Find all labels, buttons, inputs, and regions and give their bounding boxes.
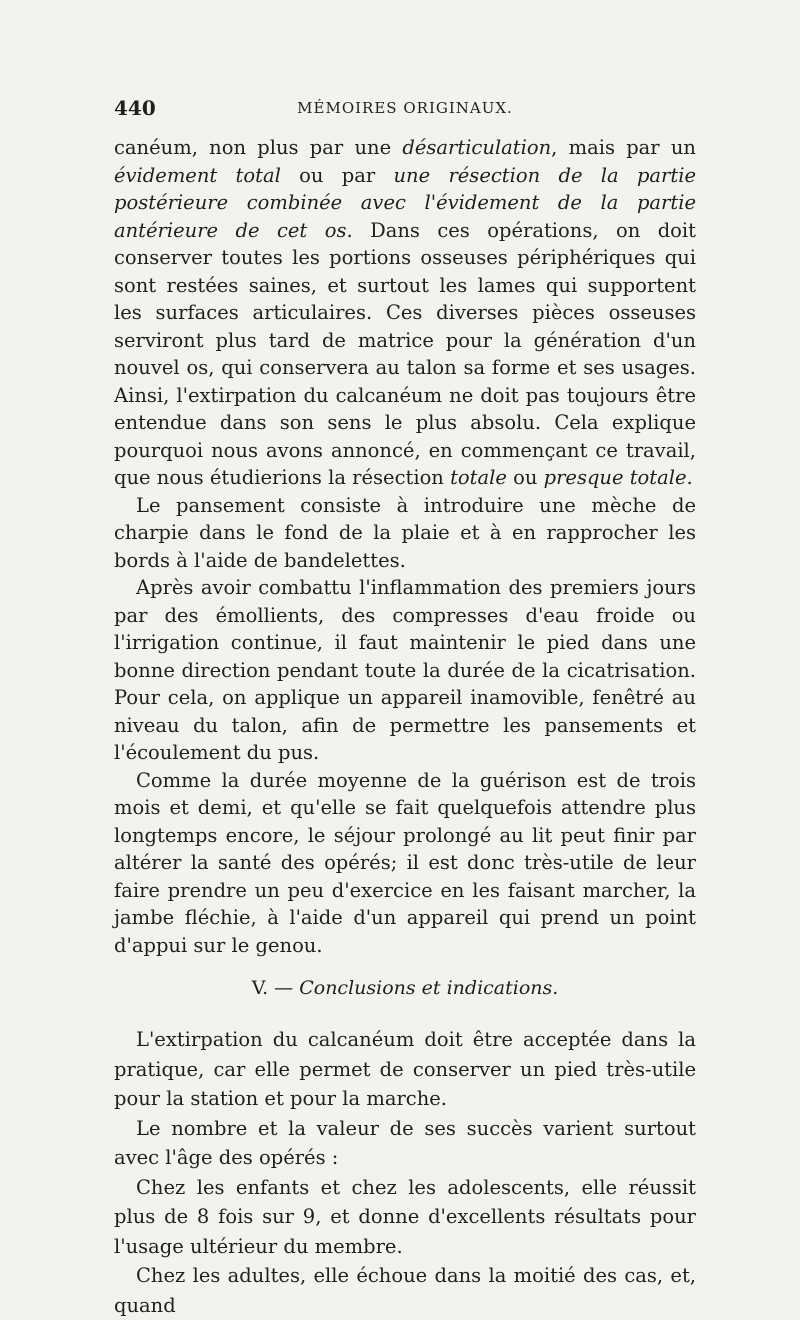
italic-run: désarticulation: [402, 136, 552, 159]
paragraph-conclusion: L'extirpation du calcanéum doit être acceptée dans la pratique, car elle permet de conserver un pied très-utile pour la station et pour la marche.: [114, 1028, 696, 1110]
paragraph-recovery: Comme la durée moyenne de la guérison est de trois mois et demi, et qu'elle se fait quelquefois attendre plus longtemps encore, le séjour prolongé au lit peut finir par altérer la santé des opérés; il est donc très-utile de leur faire prendre un peu d'exercice en les faisant marcher, la jambe fléchie, à l'aide d'un appareil qui prend un point d'appui sur le genou.: [114, 768, 696, 957]
italic-run: une résection de la partie postérieure combinée avec l'évidement de la partie antérieure de cet os.: [114, 163, 696, 242]
text-run: Dans ces opérations, on doit conserver toutes les portions osseuses périphériques qui sont restées saines, et surtout les lames qui supportent les surfaces articulaires. Ces diverses pièces osseuses serviront plus tard de matrice pour la génération d'un nouvel os, qui conservera au talon sa forme et ses usages. Ainsi, l'extirpation du calcanéum ne doit pas toujours être entendue dans son sens le plus absolu. Cela explique pourquoi nous avons annoncé, en commençant ce travail, que nous étudierions la résection: [114, 218, 696, 489]
section-title: Conclusions et indications.: [299, 977, 559, 999]
paragraph-continued: [114, 134, 696, 492]
section-heading: [114, 977, 696, 999]
running-header: [114, 96, 696, 126]
paragraph-adults: Chez les adultes, elle échoue dans la moitié des cas, et, quand: [114, 1264, 696, 1317]
italic-run: presque totale: [543, 466, 687, 489]
running-title: MÉMOIRES ORIGINAUX.: [297, 99, 513, 117]
section-number: V. —: [251, 977, 300, 999]
paragraph-children: Chez les enfants et chez les adolescents, elle réussit plus de 8 fois sur 9, et donne d'excellents résultats pour l'usage ultérieur du membre.: [114, 1175, 696, 1258]
italic-run: totale: [450, 466, 507, 489]
paragraph-success-rate: Le nombre et la valeur de ses succès varient surtout avec l'âge des opérés :: [114, 1116, 696, 1169]
text-run: .: [686, 466, 693, 489]
text-run: , mais par un: [551, 136, 696, 159]
text-run: canéum, non plus par une: [114, 136, 403, 159]
paragraph-dressing: Le pansement consiste à introduire une mèche de charpie dans le fond de la plaie et à en rapprocher les bords à l'aide de bandelettes.: [114, 493, 696, 572]
text-run: ou par: [280, 163, 394, 187]
text-run: ou: [506, 466, 544, 489]
italic-run: évidement total: [114, 163, 281, 187]
conclusions-text: [114, 1025, 696, 1320]
paragraph-aftercare: Après avoir combattu l'inflammation des premiers jours par des émollients, des compresses d'eau froide ou l'irrigation continue, il faut maintenir le pied dans une bonne direction pendant toute la durée de la cicatrisation. Pour cela, on applique un appareil inamovible, fenêtré au niveau du talon, afin de permettre les pansements et l'écoulement du pus.: [114, 576, 696, 764]
body-text: [114, 134, 696, 959]
page-number: 440: [114, 96, 156, 120]
